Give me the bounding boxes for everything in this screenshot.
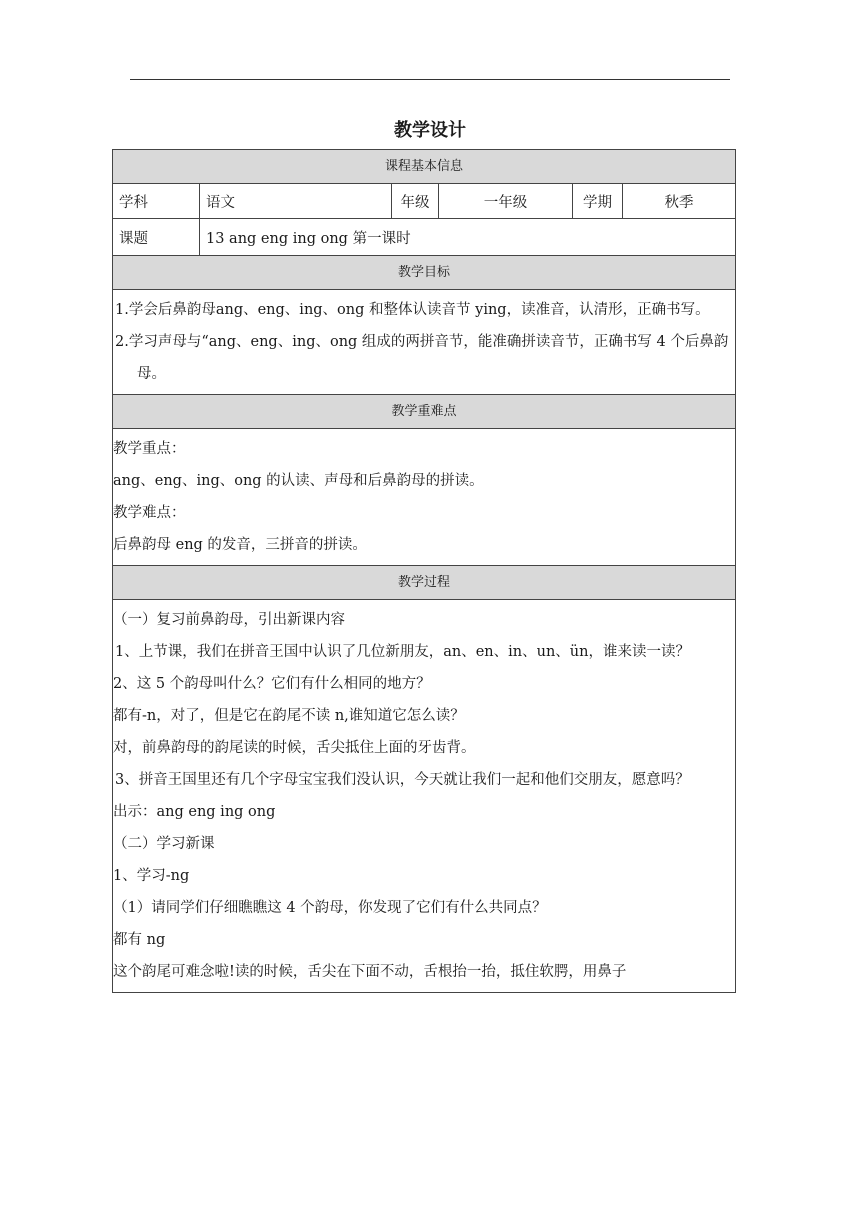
goals-block xyxy=(113,290,735,395)
subject-value: 语文 xyxy=(200,184,392,218)
subject-label: 学科 xyxy=(113,184,200,218)
process-line: （1）请同学们仔细瞧瞧这 4 个韵母，你发现了它们有什么共同点？ xyxy=(113,900,547,916)
process-line: 都有-n，对了，但是它在韵尾不读 n,谁知道它怎么读？ xyxy=(113,708,465,724)
process-line: 对，前鼻韵母的韵尾读的时候，舌尖抵住上面的牙齿背。 xyxy=(113,740,476,756)
lesson-table xyxy=(112,149,736,993)
goal-item: 1.学会后鼻韵母ang、eng、ing、ong 和整体认读音节 ying，读准音，认清形，正确书写。 xyxy=(115,302,710,318)
key-point-text: ang、eng、ing、ong 的认读、声母和后鼻韵母的拼读。 xyxy=(113,473,484,489)
grade-value: 一年级 xyxy=(439,184,573,218)
process-line: 出示：ang eng ing ong xyxy=(113,804,276,820)
difficulty-text: 后鼻韵母 eng 的发音，三拼音的拼读。 xyxy=(113,537,367,553)
section-key-points: 教学重难点 xyxy=(113,395,735,429)
process-line: 2、这 5 个韵母叫什么？它们有什么相同的地方？ xyxy=(113,676,431,692)
process-line: （一）复习前鼻韵母，引出新课内容 xyxy=(113,612,345,628)
info-row xyxy=(113,184,735,219)
grade-label: 年级 xyxy=(392,184,439,218)
goal-item: 2.学习声母与“ang、eng、ing、ong 组成的两拼音节，能准确拼读音节，正确书写 4 个后鼻韵母。 xyxy=(115,334,729,382)
process-line: （二）学习新课 xyxy=(113,836,215,852)
process-block xyxy=(113,600,735,992)
topic-row xyxy=(113,219,735,256)
section-process: 教学过程 xyxy=(113,566,735,600)
difficulty-heading: 教学难点： xyxy=(113,505,186,521)
process-line: 3、拼音王国里还有几个字母宝宝我们没认识，今天就让我们一起和他们交朋友，愿意吗？ xyxy=(115,772,690,788)
section-basic-info: 课程基本信息 xyxy=(113,150,735,184)
term-value: 秋季 xyxy=(664,194,694,211)
topic-label: 课题 xyxy=(113,219,200,255)
key-point-heading: 教学重点： xyxy=(113,441,186,457)
process-line: 1、学习-ng xyxy=(113,868,190,884)
document-title: 教学设计 xyxy=(394,120,466,141)
process-line: 这个韵尾可难念啦!读的时候，舌尖在下面不动，舌根抬一抬，抵住软腭，用鼻子 xyxy=(113,964,627,980)
process-line: 1、上节课，我们在拼音王国中认识了几位新朋友，an、en、in、un、ün，谁来读一读？ xyxy=(115,644,690,660)
topic-value: 13 ang eng ing ong 第一课时 xyxy=(206,230,411,247)
process-line: 都有 ng xyxy=(113,932,166,948)
header-rule xyxy=(130,79,730,80)
section-goals: 教学目标 xyxy=(113,256,735,290)
term-label: 学期 xyxy=(573,184,623,218)
key-points-block xyxy=(113,429,735,566)
